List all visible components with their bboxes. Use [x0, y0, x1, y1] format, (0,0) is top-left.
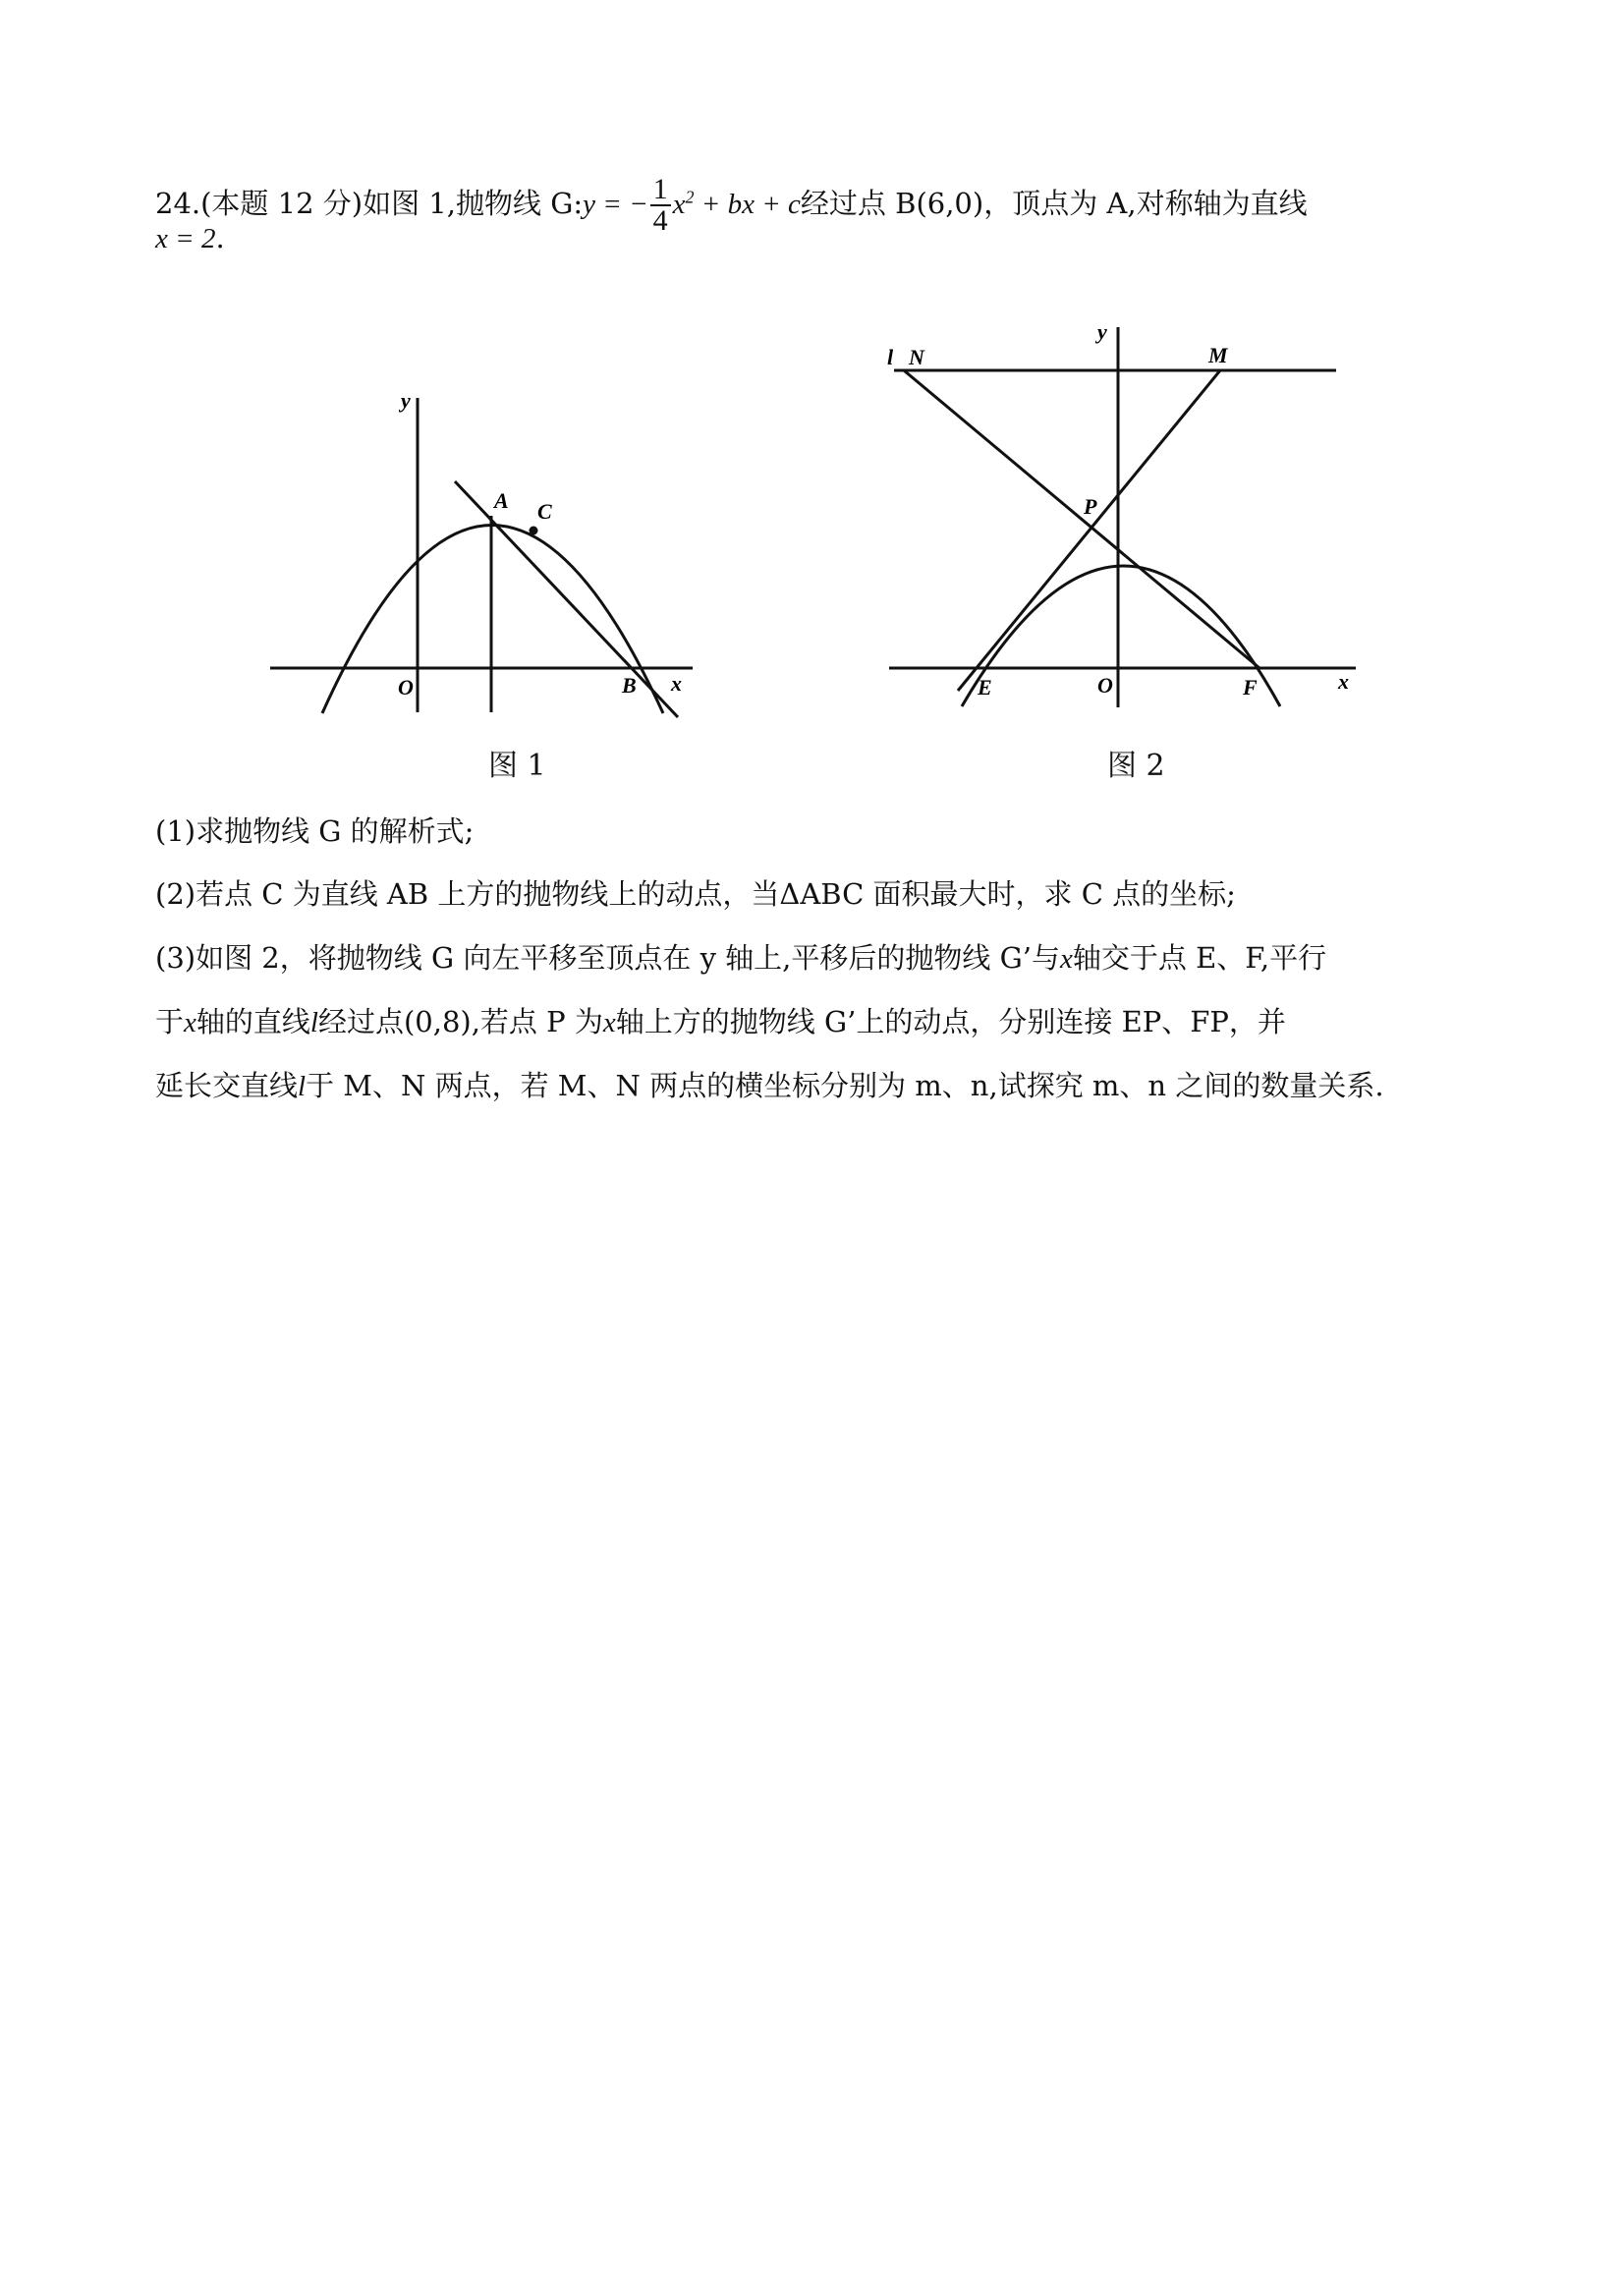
q3-line2-text-d: 轴上方的抛物线 G’上的动点，分别连接 EP、FP，并 — [615, 1005, 1286, 1038]
fraction-numerator: 1 — [650, 175, 671, 206]
fig2-line-em — [958, 370, 1220, 691]
problem-prefix: 24.(本题 12 分)如图 1,抛物线 G: — [155, 187, 584, 220]
fig1-label-o: O — [398, 675, 414, 700]
q3-line3-l: l — [298, 1071, 307, 1102]
question-2: (2)若点 C 为直线 AB 上方的抛物线上的动点，当ΔABC 面积最大时，求 C 点的坐标; — [155, 877, 1236, 911]
fig2-label-m: M — [1208, 343, 1228, 367]
fig2-label-y: y — [1097, 319, 1107, 344]
formula-x: x — [672, 189, 686, 220]
fig1-label-a: A — [494, 488, 509, 513]
fig1-label-y: y — [401, 388, 411, 413]
q3-line3-text-a: 延长交直线 — [155, 1069, 299, 1102]
fig1-label-x: x — [671, 671, 682, 696]
fig2-label-l: l — [887, 345, 894, 369]
question-1: (1)求抛物线 G 的解析式; — [155, 814, 475, 848]
fig2-label-x: x — [1338, 669, 1349, 694]
problem-after-formula: 经过点 B(6,0)，顶点为 A,对称轴为直线 — [800, 187, 1308, 220]
q3-line1-text-b: 轴交于点 E、F,平行 — [1072, 941, 1327, 975]
formula-rest: + bx + c — [694, 189, 801, 220]
fraction-denominator: 4 — [652, 204, 668, 237]
formula-y: y — [583, 189, 596, 220]
figure-2-caption: 图 2 — [1107, 749, 1165, 783]
fig2-parabola — [962, 566, 1280, 706]
q3-line3-text-b: 于 M、N 两点，若 M、N 两点的横坐标分别为 m、n,试探究 m、n 之间的数量关系. — [306, 1069, 1384, 1102]
q3-line2-x2: x — [602, 1007, 616, 1038]
fig2-label-o: O — [1097, 673, 1113, 698]
fig2-label-p: P — [1084, 494, 1097, 519]
q3-line1-text-a: (3)如图 2，将抛物线 G 向左平移至顶点在 y 轴上,平移后的抛物线 G’与 — [155, 941, 1060, 975]
formula-exponent: 2 — [685, 187, 695, 207]
q3-line1-x: x — [1060, 943, 1073, 975]
fig2-line-fn — [904, 370, 1259, 668]
q3-line2-l: l — [309, 1007, 318, 1038]
fig1-label-c: C — [537, 499, 552, 524]
problem-line-2 — [155, 218, 1477, 258]
fig2-label-f: F — [1243, 675, 1258, 700]
figure-1-caption: 图 1 — [488, 749, 546, 783]
fig2-label-n: N — [909, 345, 924, 369]
q3-line2-x: x — [184, 1007, 196, 1038]
figure-2 — [874, 309, 1366, 722]
axis-equation: x = 2 — [155, 223, 216, 254]
q3-line2-text-b: 轴的直线 — [196, 1005, 310, 1038]
figure-1 — [260, 378, 712, 722]
q3-line2-text-a: 于 — [155, 1005, 185, 1038]
question-3-line-2 — [155, 1002, 1477, 1042]
formula-eq: = − — [595, 189, 648, 220]
fig1-point-c — [530, 527, 538, 535]
fig2-label-e: E — [978, 675, 992, 700]
fig1-label-b: B — [622, 673, 637, 698]
axis-period: . — [215, 221, 225, 254]
fig1-line-ab — [455, 481, 678, 717]
question-3-line-1 — [155, 938, 1477, 979]
question-3-line-3 — [155, 1066, 1477, 1106]
q3-line2-text-c: 经过点(0,8),若点 P 为 — [317, 1005, 603, 1038]
